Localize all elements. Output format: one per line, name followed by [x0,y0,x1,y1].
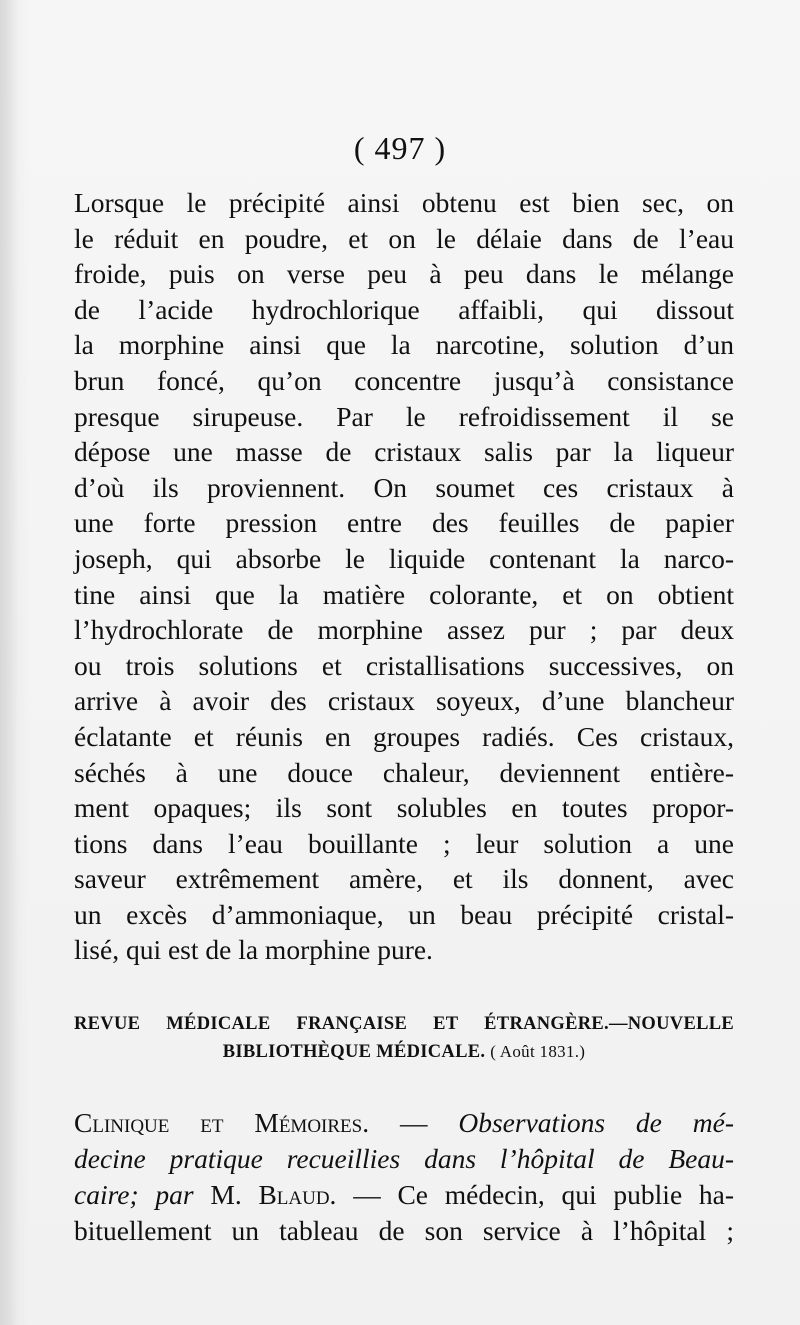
clinique-line3 [74,1177,734,1213]
paragraph-line: de l’acide hydrochlorique affaibli, qui dissout [74,293,734,325]
paragraph-line: tine ainsi que la matière colorante, et on obtient [74,578,734,610]
review-heading [74,1010,734,1066]
clinique-author: M. Blaud. [193,1179,337,1210]
page-gutter-shadow [0,0,18,1325]
paragraph-line: presque sirupeuse. Par le refroidissement il se [74,400,734,432]
review-date: ( Août 1831.) [490,1042,586,1061]
clinique-title-part2: decine pratique recueillies dans l’hôpital de Beau- [74,1143,734,1174]
paragraph-line: séchés à une douce chaleur, deviennent entière- [74,756,734,788]
paragraph-line: dépose une masse de cristaux salis par la liqueur [74,436,734,468]
clinique-line4: bituellement un tableau de son service à l’hôpital ; [74,1215,734,1246]
paragraph-line: arrive à avoir des cristaux soyeux, d’une blancheur [74,685,734,717]
paragraph-line: brun foncé, qu’on concentre jusqu’à consistance [74,364,734,396]
clinique-title-part3: caire; par [74,1179,194,1210]
review-heading-line2 [74,1038,734,1066]
clinique-dash: — [369,1107,459,1138]
review-heading-title: BIBLIOTHÈQUE MÉDICALE. [222,1042,486,1062]
paragraph-line: le réduit en poudre, et on le délaie dans de l’eau [74,222,734,254]
clinique-line3-rest: — Ce médecin, qui publie ha- [336,1179,735,1210]
paragraph-line: ment opaques; ils sont solubles en toutes propor- [74,792,734,824]
paragraph-line-last: lisé, qui est de la morphine pure. [74,934,433,966]
paragraph-line: ou trois solutions et cristallisations successives, on [74,649,734,681]
clinique-title-part1: Observations de mé- [458,1107,734,1138]
paragraph-line: la morphine ainsi que la narcotine, solution d’un [74,329,734,361]
paragraph-line: une forte pression entre des feuilles de papier [74,507,734,539]
clinique-line1 [74,1105,734,1141]
paragraph-line: un excès d’ammoniaque, un beau précipité cristal- [74,898,734,930]
paragraph-line: d’où ils proviennent. On soumet ces cristaux à [74,471,734,503]
paragraph-line: tions dans l’eau bouillante ; leur solution a une [74,827,734,859]
paragraph-line: saveur extrêmement amère, et ils donnent, avec [74,863,734,895]
review-heading-line1: REVUE MÉDICALE FRANÇAISE ET ÉTRANGÈRE.—NOUVELLE [74,1014,734,1034]
paragraph-line: joseph, qui absorbe le liquide contenant la narco- [74,542,734,574]
paragraph-line: froide, puis on verse peu à peu dans le mélange [74,258,734,290]
paragraph-line: éclatante et réunis en groupes radiés. Ces cristaux, [74,720,734,752]
page-number: ( 497 ) [353,130,447,166]
paragraph-line: l’hydrochlorate de morphine assez pur ; par deux [74,614,734,646]
clinique-section [74,1105,734,1249]
main-paragraph [74,185,734,968]
clinique-heading: Clinique et Mémoires. [74,1107,370,1138]
paragraph-line: Lorsque le précipité ainsi obtenu est bien sec, on [74,187,734,218]
